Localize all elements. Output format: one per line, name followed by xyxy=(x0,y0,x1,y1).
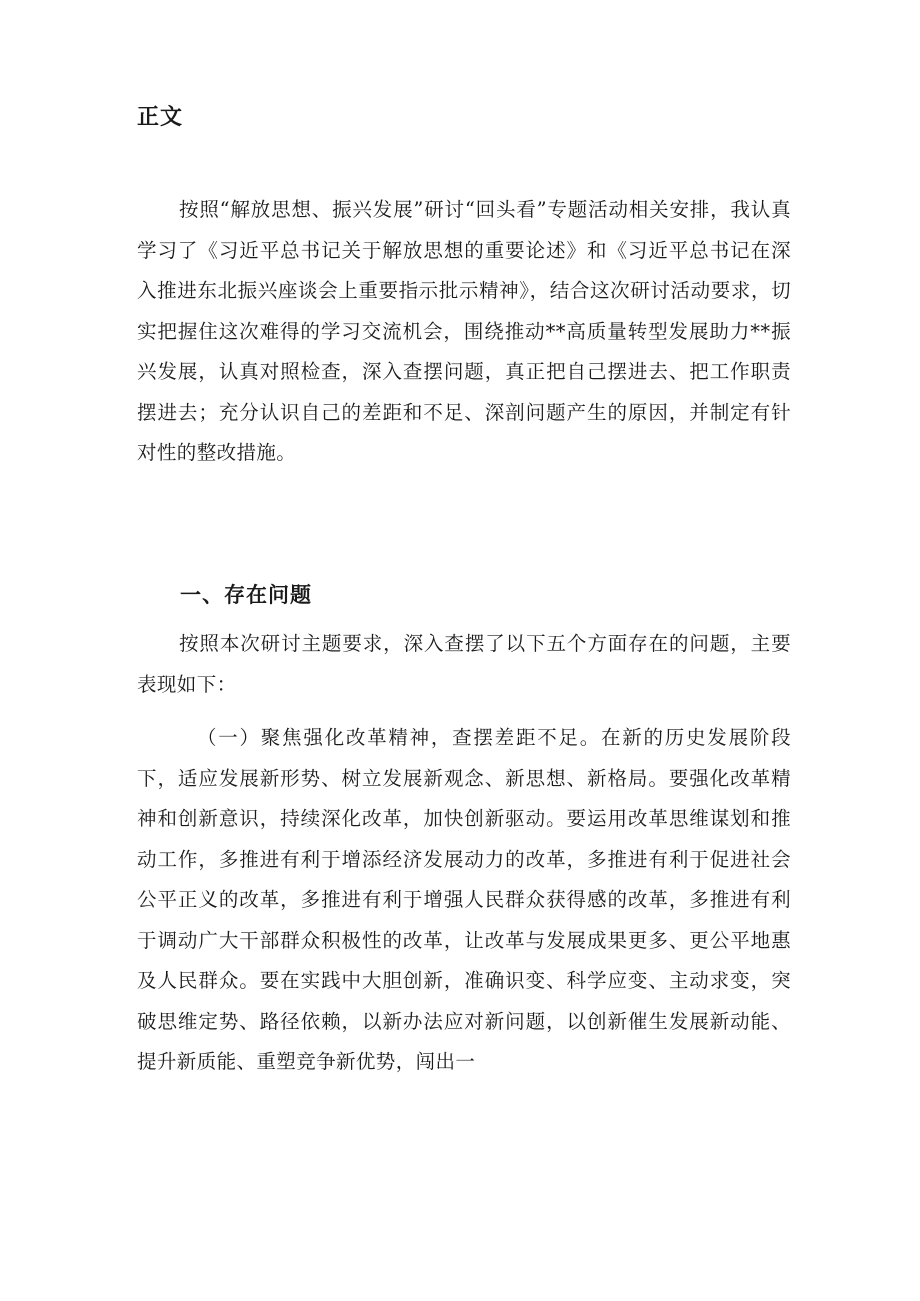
item-one-paragraph: （一）聚焦强化改革精神，查摆差距不足。在新的历史发展阶段下，适应发展新形势、树立发展新观念、新思想、新格局。要强化改革精神和创新意识，持续深化改革，加快创新驱动。要运用改革思维谋划和推动工作，多推进有利于增添经济发展动力的改革，多推进有利于促进社会公平正义的改革，多推进有利于增强人民群众获得感的改革，多推进有利于调动广大干部群众积极性的改革，让改革与发展成果更多、更公平地惠及人民群众。要在实践中大胆创新，准确识变、科学应变、主动求变，突破思维定势、路径依赖，以新办法应对新问题，以创新催生发展新动能、提升新质能、重塑竞争新优势，闯出一 xyxy=(137,726,791,1073)
document-title: 正文 xyxy=(137,105,184,130)
section-intro-paragraph: 按照本次研讨主题要求，深入查摆了以下五个方面存在的问题，主要表现如下： xyxy=(137,632,791,696)
section-heading: 一、存在问题 xyxy=(180,583,312,607)
intro-paragraph: 按照“解放思想、振兴发展”研讨“回头看”专题活动相关安排，我认真学习了《习近平总书记关于解放思想的重要论述》和《习近平总书记在深入推进东北振兴座谈会上重要指示批示精神》，结合这次研讨活动要求，切实把握住这次难得的学习交流机会，围绕推动**高质量转型发展助力**振兴发展，认真对照检查，深入查摆问题，真正把自己摆进去、把工作职责摆进去；充分认识自己的差距和不足、深剖问题产生的原因，并制定有针对性的整改措施。 xyxy=(137,198,791,464)
